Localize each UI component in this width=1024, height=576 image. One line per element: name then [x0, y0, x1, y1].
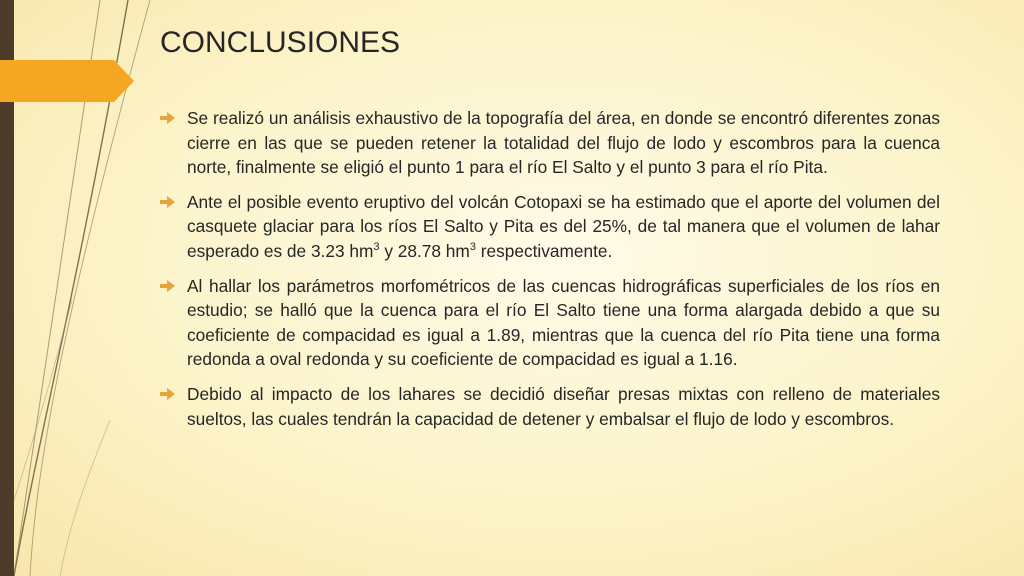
accent-tab [0, 60, 134, 102]
arrow-bullet-icon [160, 112, 176, 124]
bullet-item [160, 106, 940, 180]
bullet-text: Debido al impacto de los lahares se decidió diseñar presas mixtas con relleno de materiales sueltos, las cuales tendrán la capacidad de detener y embalsar el flujo de lodo y escombros. [187, 383, 940, 429]
bullet-item [160, 382, 940, 431]
bullet-item [160, 274, 940, 372]
arrow-bullet-icon [160, 280, 176, 292]
bullet-text: respectivamente. [475, 240, 613, 261]
arrow-bullet-icon [160, 388, 176, 400]
bullet-text: Al hallar los parámetros morfométricos de las cuencas hidrográficas superficiales de los ríos en estudio; se halló que la cuenca para el río El Salto tiene una forma alargada debido a que su coeficiente de compacidad es igual a 1.89, mientras que la cuenca del río Pita tiene una forma redonda a oval redonda y su coeficiente de compacidad es igual a 1.16. [187, 275, 940, 370]
superscript: 3 [373, 241, 380, 254]
slide-title: CONCLUSIONES [160, 26, 401, 59]
bullet-text: y 28.78 hm [379, 240, 470, 261]
arrow-bullet-icon [160, 196, 176, 208]
superscript: 3 [469, 241, 476, 254]
bullet-list [160, 106, 940, 441]
bullet-item [160, 190, 940, 264]
bullet-text: Se realizó un análisis exhaustivo de la topografía del área, en donde se encontró diferentes zonas cierre en las que se pueden retener la totalidad del flujo de lodo y escombros para la cuenca norte, finalmente se eligió el punto 1 para el río El Salto y el punto 3 para el río Pita. [187, 108, 940, 178]
bullet-text: Ante el posible evento eruptivo del volcán Cotopaxi se ha estimado que el aporte del volumen del casquete glaciar para los ríos El Salto y Pita es del 25%, de tal manera que el volumen de lahar esperado es de 3.23 hm [187, 191, 940, 261]
